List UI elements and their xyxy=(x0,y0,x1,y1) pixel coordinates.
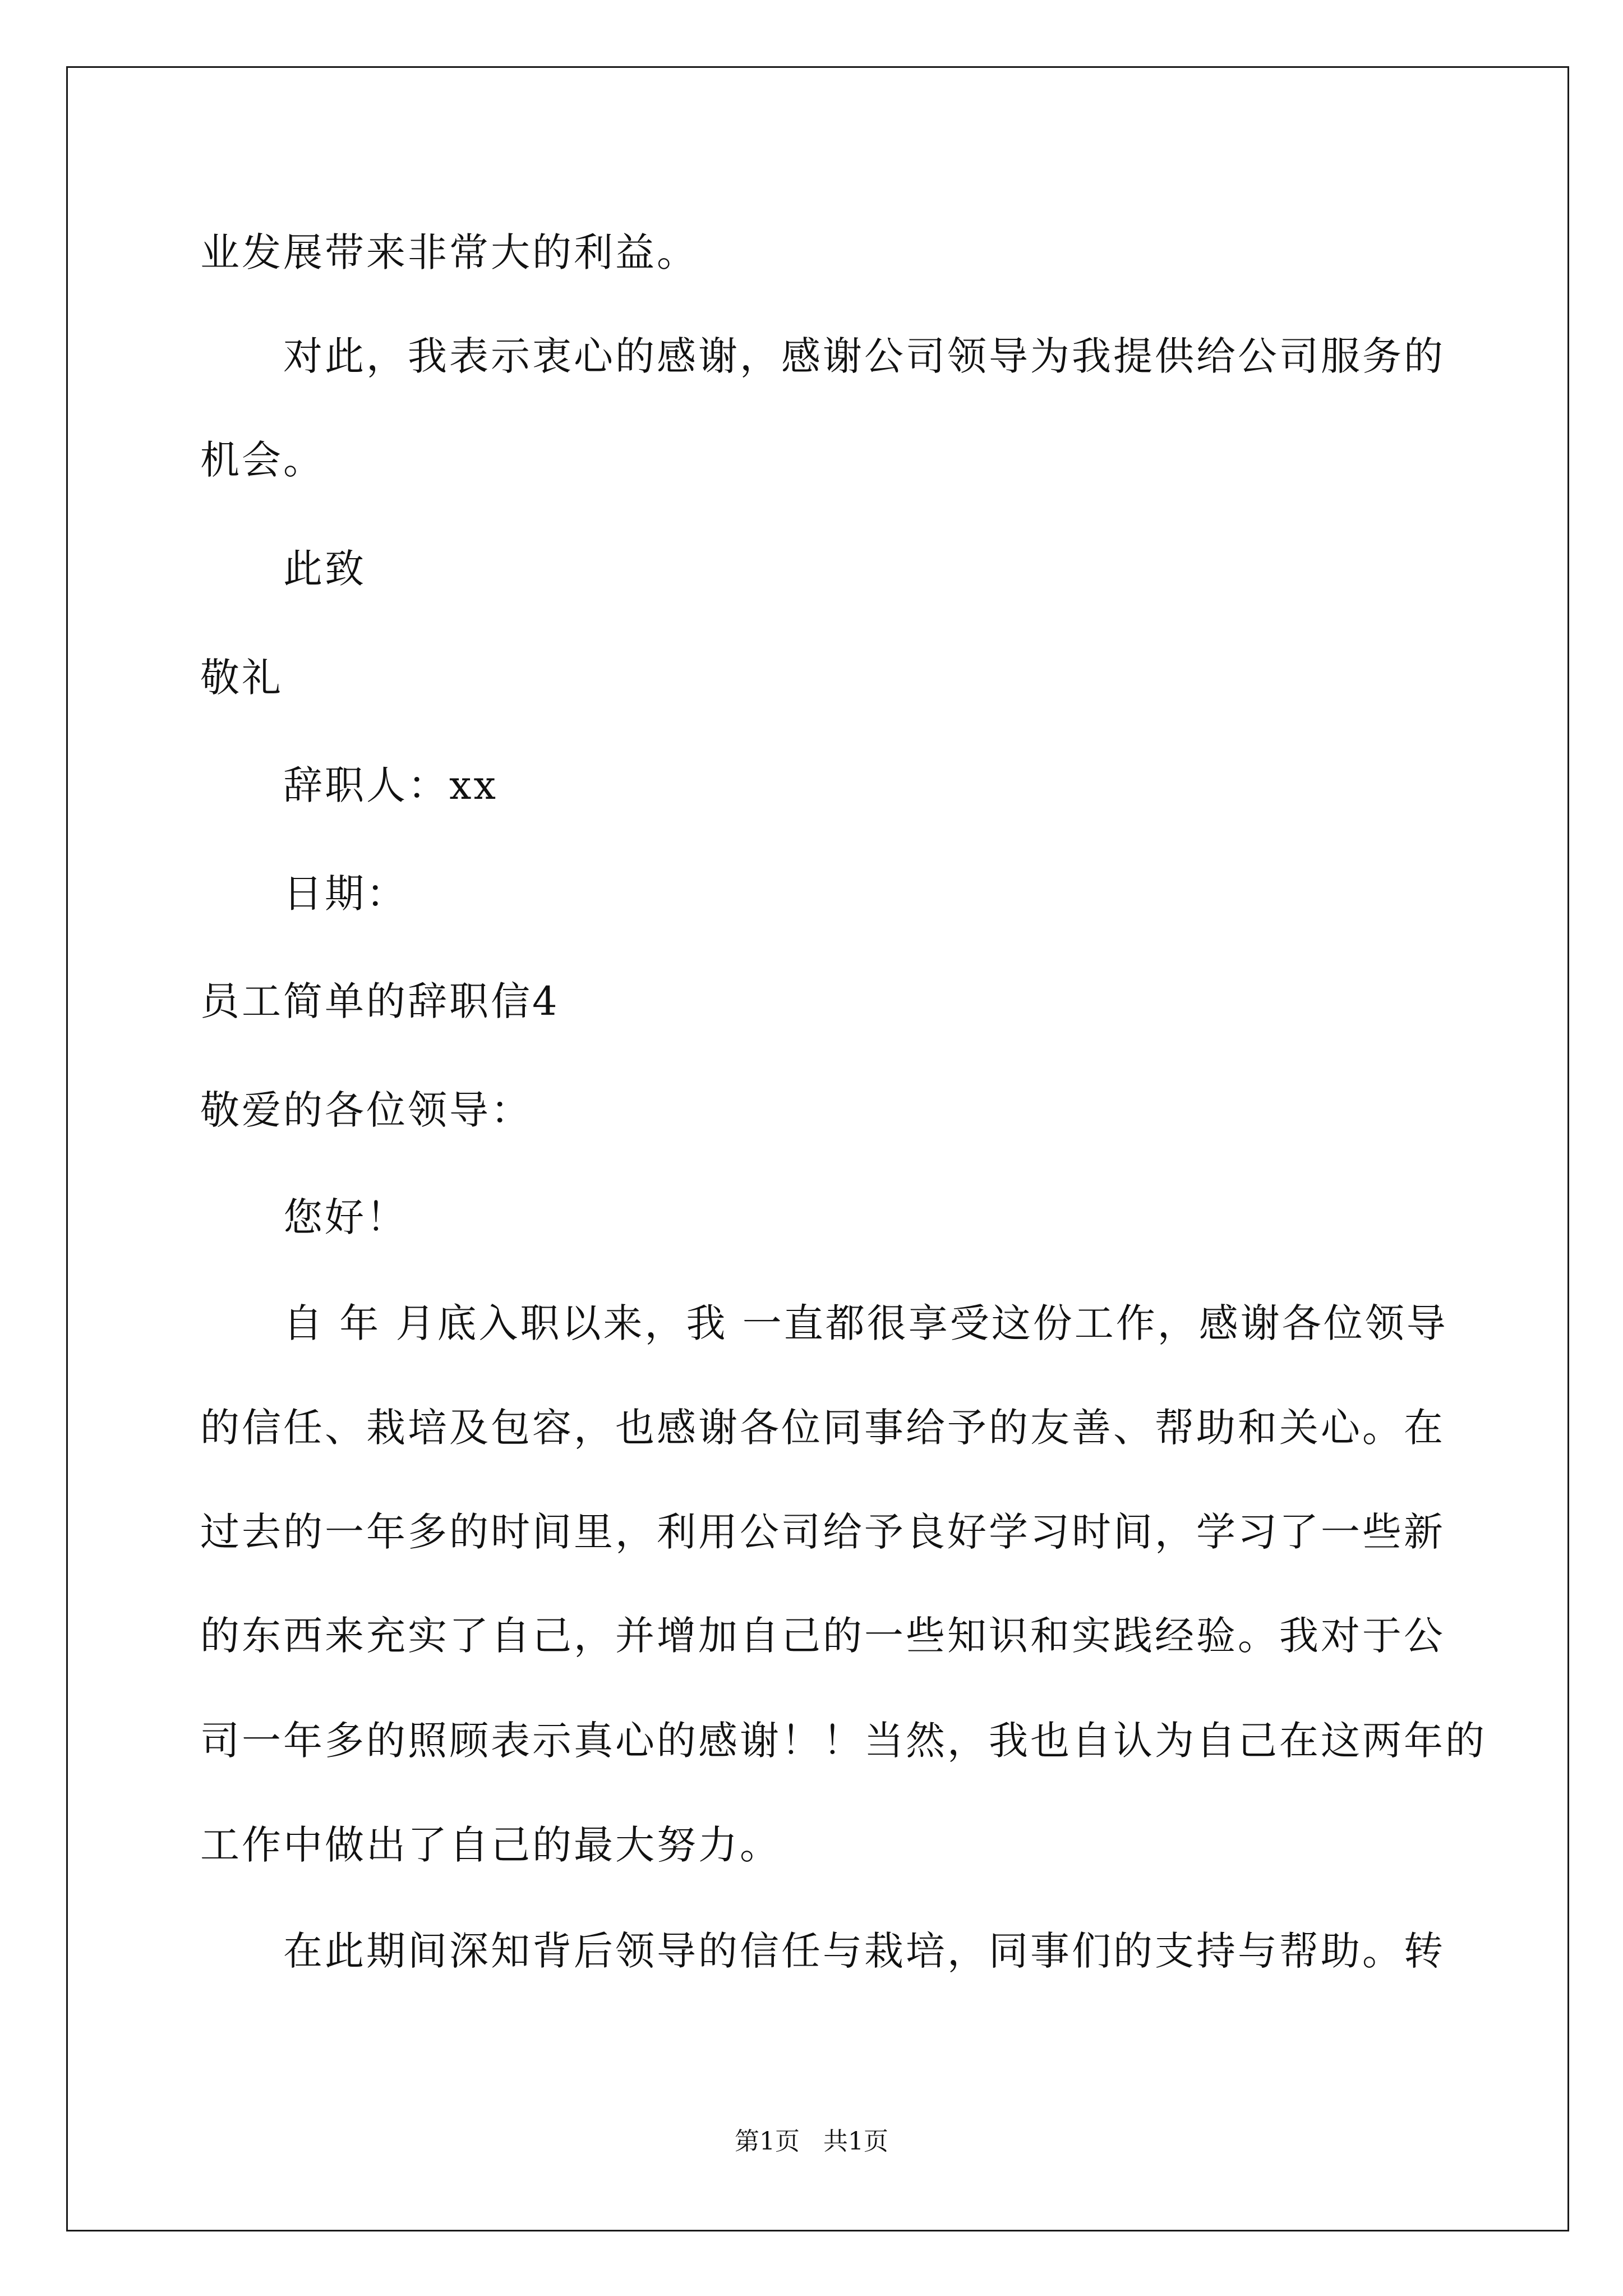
page-border xyxy=(66,66,1569,2231)
text-line-15: 司一年多的照顾表示真心的感谢！！当然，我也自认为自己在这两年的 xyxy=(200,1718,1487,1764)
text-line-4: 此致 xyxy=(283,546,366,592)
text-line-5: 敬礼 xyxy=(200,655,283,701)
text-line-3: 机会。 xyxy=(200,437,325,483)
text-line-1: 业发展带来非常大的利益。 xyxy=(200,229,698,275)
text-line-7: 日期： xyxy=(283,871,408,917)
text-line-9: 敬爱的各位领导： xyxy=(200,1087,532,1133)
text-line-13: 过去的一年多的时间里，利用公司给予良好学习时间，学习了一些新 xyxy=(200,1509,1445,1555)
text-line-2: 对此，我表示衷心的感谢，感谢公司领导为我提供给公司服务的 xyxy=(283,333,1445,379)
text-line-6: 辞职人：xx xyxy=(283,762,498,808)
page-footer: 第1页 共1页 xyxy=(735,2127,888,2156)
text-line-11: 自 年 月底入职以来，我 一直都很享受这份工作，感谢各位领导 xyxy=(283,1300,1448,1346)
text-line-17: 在此期间深知背后领导的信任与栽培，同事们的支持与帮助。转 xyxy=(283,1928,1445,1974)
text-line-12: 的信任、栽培及包容，也感谢各位同事给予的友善、帮助和关心。在 xyxy=(200,1405,1445,1451)
text-line-10: 您好！ xyxy=(283,1194,408,1240)
text-line-14: 的东西来充实了自己，并增加自己的一些知识和实践经验。我对于公 xyxy=(200,1613,1445,1659)
text-line-16: 工作中做出了自己的最大努力。 xyxy=(200,1822,781,1868)
section-heading: 员工简单的辞职信4 xyxy=(200,978,560,1024)
